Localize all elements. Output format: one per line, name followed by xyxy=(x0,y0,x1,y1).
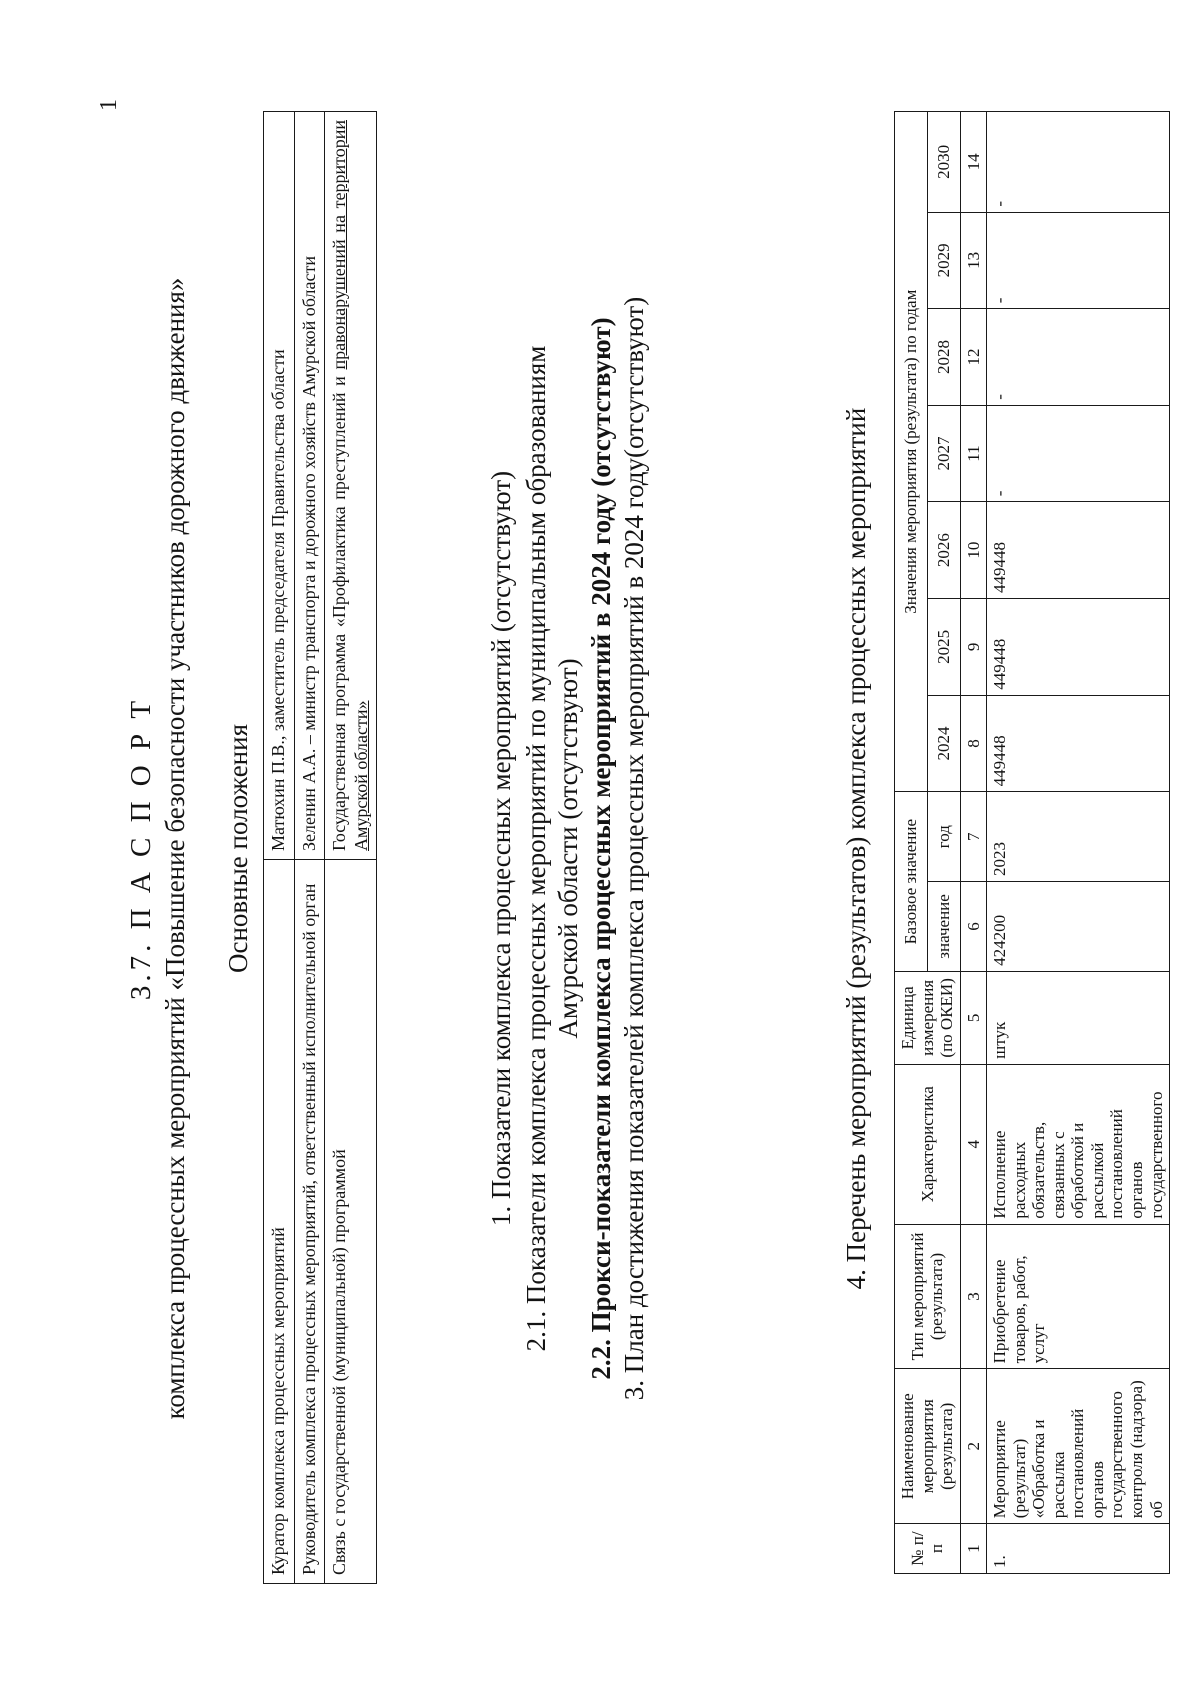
column-number: 3 xyxy=(960,1224,987,1369)
section-2-1-heading-line2: Амурской области (отсутствуют) xyxy=(553,658,583,1039)
column-number: 13 xyxy=(960,212,987,309)
column-number: 11 xyxy=(960,405,987,502)
row-value: - xyxy=(987,309,1170,406)
col-header-year: 2027 xyxy=(927,405,960,502)
row-type: Приобретение товаров, работ, услуг xyxy=(987,1224,1170,1369)
column-number: 1 xyxy=(960,1524,987,1574)
column-number: 5 xyxy=(960,971,987,1064)
curator-label: Куратор комплекса процессных мероприятий xyxy=(264,860,295,1584)
table-row xyxy=(294,112,325,1584)
column-number: 10 xyxy=(960,502,987,599)
row-base-value: 424200 xyxy=(987,882,1170,972)
column-number: 8 xyxy=(960,695,987,792)
col-header-name: Наименование мероприятия (результата) xyxy=(895,1369,961,1524)
section-4-heading: 4. Перечень мероприятий (результатов) комплекса процессных мероприятий xyxy=(841,407,871,1290)
col-header-base: Базовое значение xyxy=(895,792,928,971)
page-number: 1 xyxy=(96,99,122,111)
col-header-year: 2030 xyxy=(927,112,960,213)
curator-value: Матюхин П.В., заместитель председателя Правительства области xyxy=(264,112,295,860)
row-value: 449448 xyxy=(987,695,1170,792)
section-2-2-heading: 2.2. Прокси-показатели комплекса процессных мероприятий в 2024 году (отсутствуют) xyxy=(586,317,616,1380)
header-row xyxy=(895,112,928,1574)
col-header-type: Тип мероприятий (результата) xyxy=(895,1224,961,1369)
row-unit: штук xyxy=(987,971,1170,1064)
row-characteristic: Исполнение расходных обязательств, связанных с обработкой и рассылкой постановлений органов государственного xyxy=(987,1064,1170,1224)
row-value: 449448 xyxy=(987,502,1170,599)
row-num: 1. xyxy=(987,1524,1170,1574)
program-link-label: Связь с государственной (муниципальной) программой xyxy=(325,860,377,1584)
row-value: - xyxy=(987,212,1170,309)
row-value: - xyxy=(987,112,1170,213)
col-header-num: № п/п xyxy=(895,1524,961,1574)
col-header-base-value: значение xyxy=(927,882,960,972)
row-base-year: 2023 xyxy=(987,792,1170,882)
row-value: 449448 xyxy=(987,598,1170,695)
column-number: 7 xyxy=(960,792,987,882)
section-2-1-heading-line1: 2.1. Показатели комплекса процессных мероприятий по муниципальным образованиям xyxy=(521,345,551,1352)
events-table xyxy=(894,111,1170,1574)
section-1-heading: 1. Показатели комплекса процессных мероприятий (отсутствуют) xyxy=(486,470,516,1227)
table-row xyxy=(987,112,1170,1574)
column-number: 14 xyxy=(960,112,987,213)
row-name: Мероприятие (результат) «Обработка и рассылка постановлений органов государственного контроля (надзора) об xyxy=(987,1369,1170,1524)
col-header-values: Значения мероприятия (результата) по годам xyxy=(895,112,928,792)
table-row xyxy=(325,112,377,1584)
main-provisions-table xyxy=(263,111,377,1584)
col-header-unit: Единица измерения (по ОКЕИ) xyxy=(895,971,961,1064)
main-provisions-heading: Основные положения xyxy=(223,724,253,973)
col-header-characteristic: Характеристика xyxy=(895,1064,961,1224)
column-number: 4 xyxy=(960,1064,987,1224)
column-number: 6 xyxy=(960,882,987,972)
col-header-year: 2026 xyxy=(927,502,960,599)
col-header-base-year: год xyxy=(927,792,960,882)
head-value: Зеленин А.А. – министр транспорта и дорожного хозяйств Амурской области xyxy=(294,112,325,860)
column-number: 9 xyxy=(960,598,987,695)
head-label: Руководитель комплекса процессных мероприятий, ответственный исполнительной орган xyxy=(294,860,325,1584)
row-value: - xyxy=(987,405,1170,502)
document-subtitle: комплекса процессных мероприятий «Повышение безопасности участников дорожного движения» xyxy=(160,277,190,1420)
program-link-value xyxy=(325,112,377,860)
column-number: 2 xyxy=(960,1369,987,1524)
program-link-text: Государственная программа «Профилактика преступлений и xyxy=(329,369,350,851)
col-header-year: 2024 xyxy=(927,695,960,792)
col-header-year: 2028 xyxy=(927,309,960,406)
document-title: 3.7. П А С П О Р Т xyxy=(125,696,157,1001)
table-row xyxy=(264,112,295,1584)
section-3-heading: 3. План достижения показателей комплекса процессных мероприятий в 2024 году(отсутствуют) xyxy=(619,296,649,1401)
program-link-underlined: правонарушений на территории Амурской области» xyxy=(329,120,371,851)
column-number: 12 xyxy=(960,309,987,406)
column-numbers-row xyxy=(960,112,987,1574)
col-header-year: 2029 xyxy=(927,212,960,309)
col-header-year: 2025 xyxy=(927,598,960,695)
